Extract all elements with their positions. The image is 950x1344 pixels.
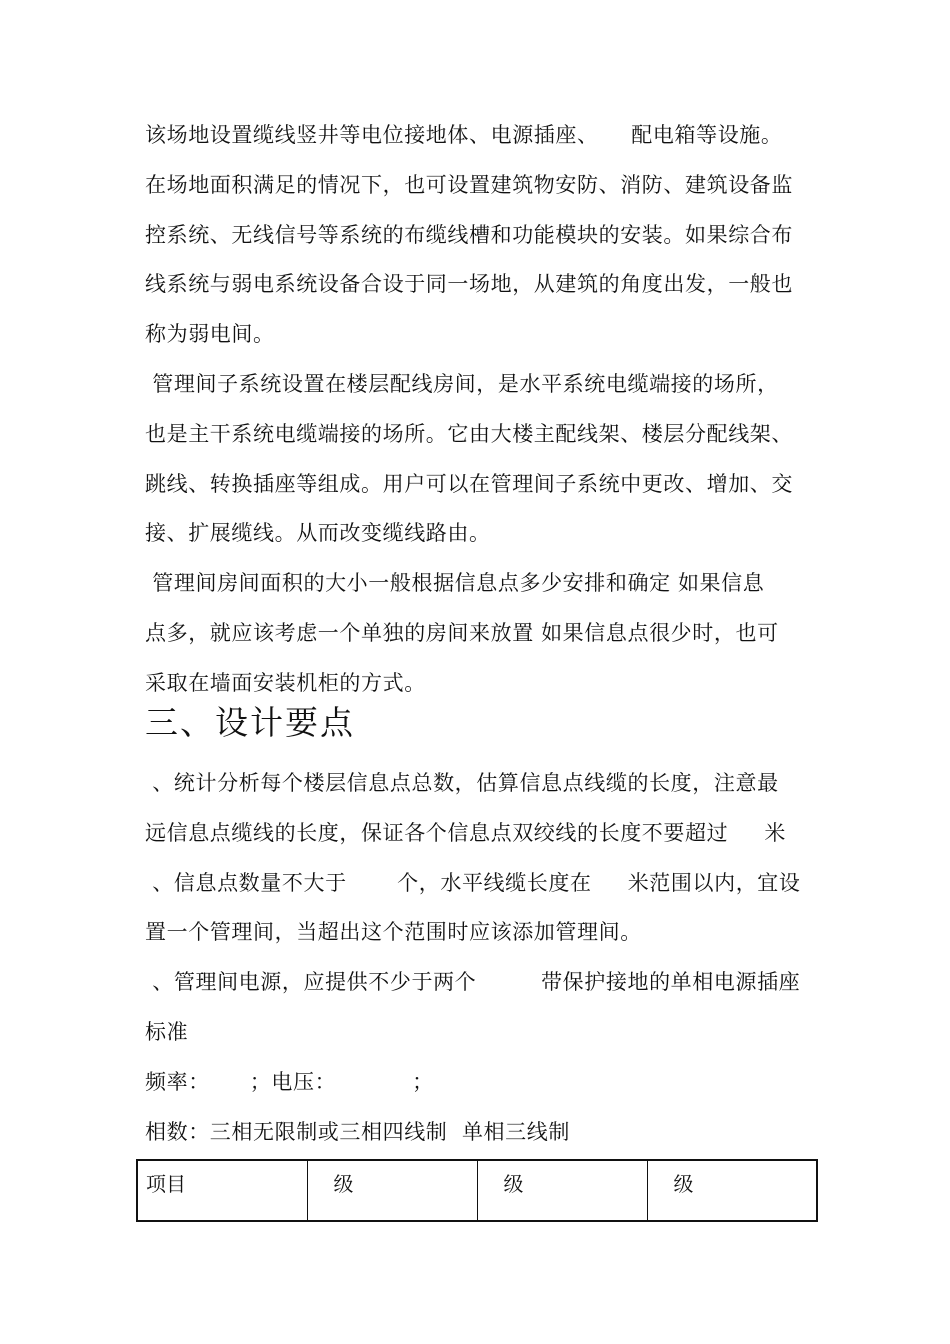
paragraph1-line-1: 该场地设置缆线竖井等电位接地体、电源插座、 配电箱等设施。	[145, 123, 783, 147]
paragraph1-line-2: 在场地面积满足的情况下，也可设置建筑物安防、消防、建筑设备监	[145, 173, 793, 197]
point-line-7: 频率： ；电压： ；	[145, 1070, 434, 1094]
paragraph3-line-2: 点多，就应该考虑一个单独的房间来放置 如果信息点很少时，也可	[145, 621, 779, 645]
paragraph3-line-1: 管理间房间面积的大小一般根据信息点多少安排和确定 如果信息	[145, 571, 765, 595]
point-line-3: 、信息点数量不大于 个，水平线缆长度在 米范围以内，宜设	[145, 871, 801, 895]
table-header-level-2: 级	[477, 1160, 647, 1221]
paragraph2-line-2: 也是主干系统电缆端接的场所。它由大楼主配线架、楼层分配线架、	[145, 422, 793, 446]
paragraph1-line-3: 控系统、无线信号等系统的布缆线槽和功能模块的安装。如果综合布	[145, 223, 793, 247]
paragraph1-line-4: 线系统与弱电系统设备合设于同一场地，从建筑的角度出发，一般也	[145, 272, 793, 296]
table-header-item: 项目	[137, 1160, 307, 1221]
spec-table	[136, 1159, 818, 1222]
point-line-8: 相数：三相无限制或三相四线制 单相三线制	[145, 1120, 570, 1144]
paragraph1-line-5: 称为弱电间。	[145, 322, 275, 346]
paragraph2-line-3: 跳线、转换插座等组成。用户可以在管理间子系统中更改、增加、交	[145, 472, 793, 496]
paragraph2-line-4: 接、扩展缆线。从而改变缆线路由。	[145, 521, 491, 545]
paragraph3-line-3: 采取在墙面安装机柜的方式。	[145, 671, 426, 695]
point-line-5: 、管理间电源，应提供不少于两个 带保护接地的单相电源插座	[145, 970, 801, 994]
section-heading: 三、设计要点	[145, 703, 355, 742]
point-line-1: 、统计分析每个楼层信息点总数，估算信息点线缆的长度，注意最	[145, 771, 779, 795]
table-header-level-1: 级	[307, 1160, 477, 1221]
point-line-2: 远信息点缆线的长度，保证各个信息点双绞线的长度不要超过 米	[145, 821, 786, 845]
table-row	[137, 1160, 817, 1221]
table-header-level-3: 级	[647, 1160, 817, 1221]
paragraph2-line-1: 管理间子系统设置在楼层配线房间，是水平系统电缆端接的场所，	[145, 372, 779, 396]
point-line-6: 标准	[145, 1020, 189, 1044]
point-line-4: 置一个管理间，当超出这个范围时应该添加管理间。	[145, 920, 642, 944]
